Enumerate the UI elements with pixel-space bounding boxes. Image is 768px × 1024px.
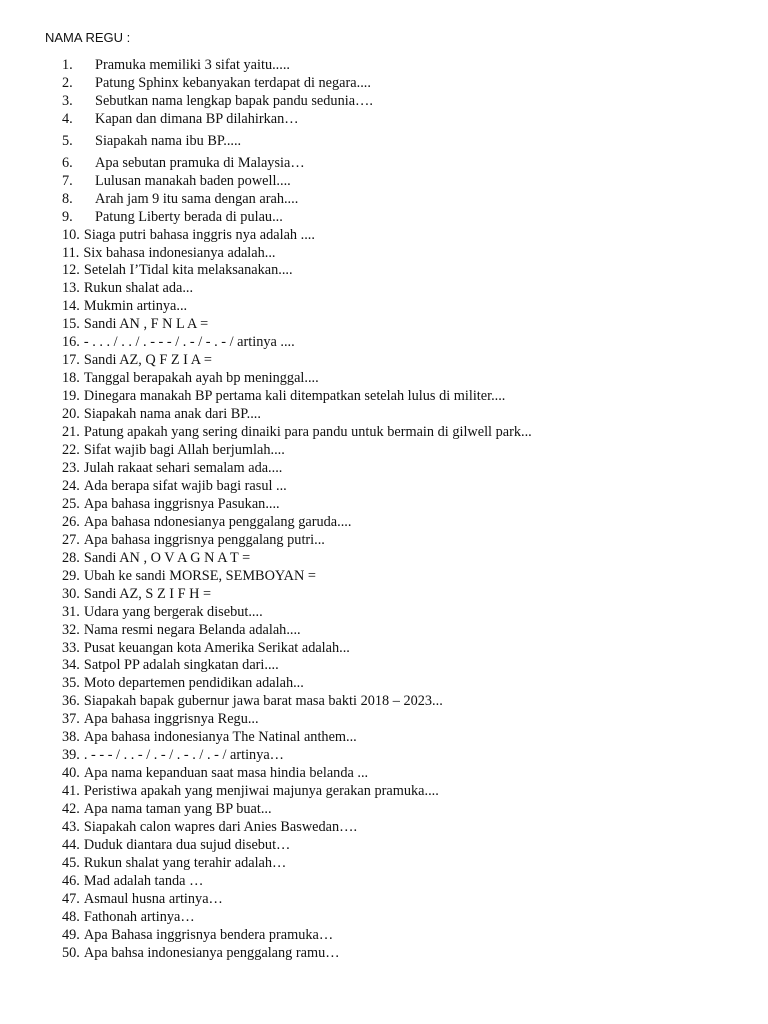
question-number: 19. <box>62 388 80 405</box>
question-item <box>62 550 752 568</box>
question-number: 30. <box>62 585 80 602</box>
question-text: Apa bahsa indonesianya penggalang ramu… <box>83 944 340 961</box>
question-text: Rukun shalat ada... <box>83 280 194 297</box>
question-item <box>62 819 752 837</box>
question-number: 9. <box>62 208 73 225</box>
question-item <box>62 765 752 783</box>
question-number: 27. <box>62 531 80 548</box>
question-number: 42. <box>62 801 80 818</box>
question-text: Julah rakaat sehari semalam ada.... <box>83 459 283 476</box>
question-number: 11. <box>62 244 80 261</box>
question-number: 50. <box>62 944 80 961</box>
question-item <box>62 298 752 316</box>
question-text: Tanggal berapakah ayah bp meninggal.... <box>83 370 319 387</box>
question-number: 5. <box>62 132 73 149</box>
question-number: 33. <box>62 639 80 656</box>
question-number: 38. <box>62 729 80 746</box>
question-item <box>62 209 752 227</box>
question-item <box>62 245 752 263</box>
question-item <box>62 352 752 370</box>
question-number: 15. <box>62 316 80 333</box>
question-text: Moto departemen pendidikan adalah... <box>83 675 304 692</box>
question-item <box>62 783 752 801</box>
question-number: 36. <box>62 693 80 710</box>
question-text: Pusat keuangan kota Amerika Serikat adalah... <box>83 639 350 656</box>
question-number: 29. <box>62 567 80 584</box>
question-text: Apa bahasa inggrisnya Pasukan.... <box>83 495 280 512</box>
question-item <box>62 280 752 298</box>
question-item <box>62 837 752 855</box>
question-text: Lulusan manakah baden powell.... <box>95 172 291 189</box>
question-item <box>62 173 752 191</box>
question-item <box>62 227 752 245</box>
question-item <box>62 478 752 496</box>
question-text: Apa bahasa indonesianya The Natinal anthem... <box>83 729 357 746</box>
question-item <box>62 93 752 111</box>
question-text: Siapakah bapak gubernur jawa barat masa bakti 2018 – 2023... <box>83 693 443 710</box>
question-number: 10. <box>62 226 80 243</box>
question-item <box>62 604 752 622</box>
question-text: Duduk diantara dua sujud disebut… <box>83 836 291 853</box>
question-item <box>62 693 752 711</box>
question-item <box>62 891 752 909</box>
question-item <box>62 927 752 945</box>
team-name-label: NAMA REGU : <box>45 30 131 45</box>
question-number: 39. <box>62 747 80 764</box>
question-number: 49. <box>62 926 80 943</box>
question-number: 13. <box>62 280 80 297</box>
question-number: 31. <box>62 603 80 620</box>
question-text: Sandi AZ, S Z I F H = <box>83 585 212 602</box>
question-text: Siaga putri bahasa inggris nya adalah .... <box>83 226 315 243</box>
question-text: Sifat wajib bagi Allah berjumlah.... <box>83 442 285 459</box>
question-item <box>62 442 752 460</box>
question-item <box>62 729 752 747</box>
question-text: Ubah ke sandi MORSE, SEMBOYAN = <box>83 567 316 584</box>
question-number: 22. <box>62 442 80 459</box>
question-text: Rukun shalat yang terahir adalah… <box>83 854 287 871</box>
question-number: 4. <box>62 110 73 127</box>
question-text: Siapakah calon wapres dari Anies Baswedan…. <box>83 819 358 836</box>
question-text: Udara yang bergerak disebut.... <box>83 603 263 620</box>
question-text: Siapakah nama anak dari BP.... <box>83 406 261 423</box>
question-text: Satpol PP adalah singkatan dari.... <box>83 657 279 674</box>
question-number: 24. <box>62 477 80 494</box>
question-item <box>62 75 752 93</box>
question-text: - . . . / . . / . - - - / . - / - . - / artinya .... <box>83 334 295 351</box>
question-item <box>62 111 752 129</box>
question-item <box>62 316 752 334</box>
question-number: 41. <box>62 783 80 800</box>
question-item <box>62 514 752 532</box>
question-text: Apa bahasa inggrisnya penggalang putri... <box>83 531 325 548</box>
question-number: 45. <box>62 854 80 871</box>
question-text: Setelah I’Tidal kita melaksanakan.... <box>83 262 293 279</box>
question-text: Pramuka memiliki 3 sifat yaitu..... <box>95 57 290 73</box>
question-text: Apa nama kepanduan saat masa hindia belanda ... <box>83 765 369 782</box>
question-number: 28. <box>62 549 80 566</box>
question-item <box>62 675 752 693</box>
question-item <box>62 532 752 550</box>
question-item <box>62 801 752 819</box>
question-item <box>62 909 752 927</box>
question-number: 32. <box>62 621 80 638</box>
question-number: 2. <box>62 74 73 91</box>
question-number: 48. <box>62 908 80 925</box>
question-text: Apa bahasa inggrisnya Regu... <box>83 711 259 728</box>
question-number: 1. <box>62 57 73 73</box>
question-text: Peristiwa apakah yang menjiwai majunya gerakan pramuka.... <box>83 783 439 800</box>
question-number: 12. <box>62 262 80 279</box>
question-item <box>62 155 752 173</box>
question-number: 44. <box>62 836 80 853</box>
question-item <box>62 586 752 604</box>
question-item <box>62 873 752 891</box>
question-item <box>62 388 752 406</box>
question-text: Siapakah nama ibu BP..... <box>95 132 242 149</box>
question-number: 6. <box>62 154 73 171</box>
question-number: 46. <box>62 872 80 889</box>
question-text: Patung Liberty berada di pulau... <box>95 208 283 225</box>
question-text: Apa nama taman yang BP buat... <box>83 801 272 818</box>
question-text: Sebutkan nama lengkap bapak pandu sedunia…. <box>95 92 373 109</box>
question-item <box>62 334 752 352</box>
question-text: Patung Sphinx kebanyakan terdapat di negara.... <box>95 74 371 91</box>
question-text: Ada berapa sifat wajib bagi rasul ... <box>83 477 287 494</box>
question-item <box>62 657 752 675</box>
question-number: 7. <box>62 172 73 189</box>
question-number: 35. <box>62 675 80 692</box>
question-item <box>62 57 752 75</box>
question-item <box>62 640 752 658</box>
question-number: 16. <box>62 334 80 351</box>
question-text: Nama resmi negara Belanda adalah.... <box>83 621 301 638</box>
question-text: Apa bahasa ndonesianya penggalang garuda.... <box>83 513 352 530</box>
question-text: . - - - / . . - / . - / . - . / . - / artinya… <box>83 747 284 764</box>
question-item <box>62 622 752 640</box>
question-number: 25. <box>62 495 80 512</box>
question-text: Patung apakah yang sering dinaiki para pandu untuk bermain di gilwell park... <box>83 424 532 441</box>
question-number: 37. <box>62 711 80 728</box>
question-text: Sandi AN , F N L A = <box>83 316 209 333</box>
question-number: 20. <box>62 406 80 423</box>
question-number: 21. <box>62 424 80 441</box>
question-number: 47. <box>62 890 80 907</box>
question-text: Dinegara manakah BP pertama kali ditempatkan setelah lulus di militer.... <box>83 388 506 405</box>
question-number: 3. <box>62 92 73 109</box>
question-text: Apa sebutan pramuka di Malaysia… <box>95 154 305 171</box>
question-item <box>62 424 752 442</box>
question-number: 8. <box>62 190 73 207</box>
question-number: 43. <box>62 819 80 836</box>
question-number: 26. <box>62 513 80 530</box>
question-item <box>62 568 752 586</box>
question-item <box>62 945 752 963</box>
question-item <box>62 262 752 280</box>
question-item <box>62 855 752 873</box>
question-text: Arah jam 9 itu sama dengan arah.... <box>95 190 299 207</box>
question-item <box>62 406 752 424</box>
question-text: Apa Bahasa inggrisnya bendera pramuka… <box>83 926 334 943</box>
question-item <box>62 711 752 729</box>
question-list <box>62 57 752 963</box>
question-text: Fathonah artinya… <box>83 908 195 925</box>
question-item <box>62 370 752 388</box>
question-number: 40. <box>62 765 80 782</box>
question-text: Kapan dan dimana BP dilahirkan… <box>95 110 299 127</box>
question-text: Sandi AZ, Q F Z I A = <box>83 352 212 369</box>
question-item <box>62 747 752 765</box>
question-text: Sandi AN , O V A G N A T = <box>83 549 251 566</box>
question-text: Mukmin artinya... <box>83 298 188 315</box>
question-number: 17. <box>62 352 80 369</box>
question-number: 34. <box>62 657 80 674</box>
question-number: 14. <box>62 298 80 315</box>
question-item <box>62 191 752 209</box>
question-number: 23. <box>62 459 80 476</box>
question-item <box>62 496 752 514</box>
question-text: Asmaul husna artinya… <box>83 890 223 907</box>
question-number: 18. <box>62 370 80 387</box>
question-item <box>62 460 752 478</box>
question-text: Mad adalah tanda … <box>83 872 204 889</box>
question-item <box>62 133 752 151</box>
question-text: Six bahasa indonesianya adalah... <box>83 244 276 261</box>
